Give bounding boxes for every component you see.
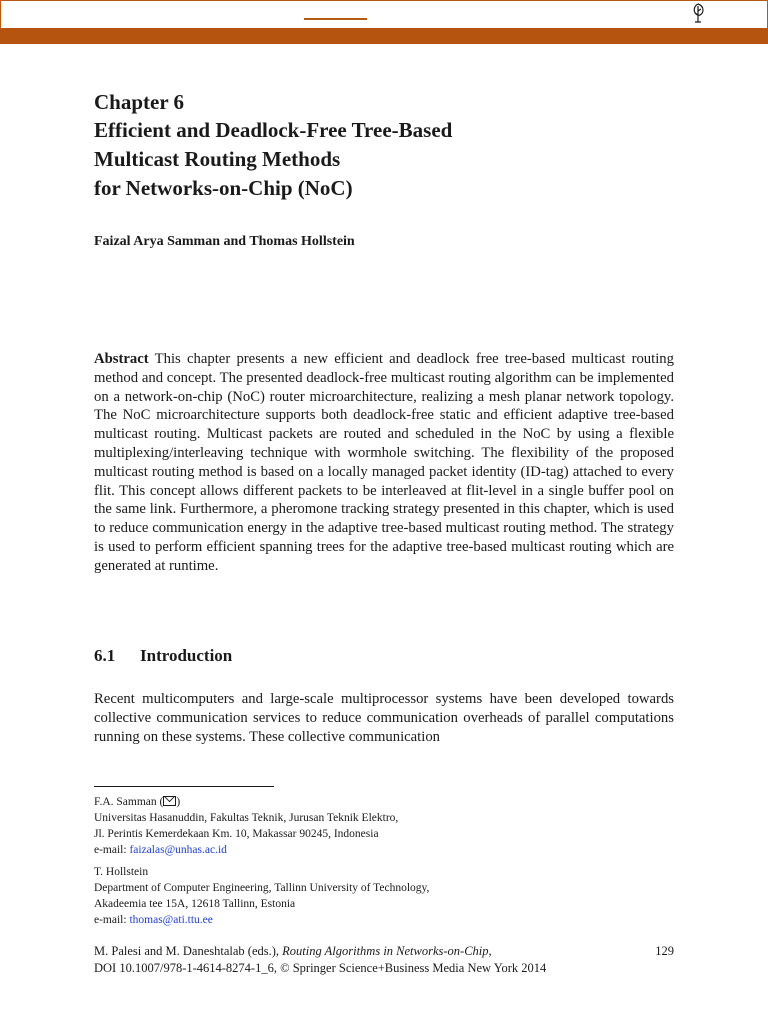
- section-title: Introduction: [140, 646, 233, 665]
- header-underline: [304, 18, 367, 20]
- affiliation-email: e-mail: thomas@ati.ttu.ee: [94, 914, 213, 926]
- affiliation-line: Universitas Hasanuddin, Fakultas Teknik, Jurusan Teknik Elektro,: [94, 812, 399, 824]
- header-frame-left: [0, 0, 1, 28]
- header-bar: [0, 28, 768, 44]
- affiliation-name: T. Hollstein: [94, 866, 149, 878]
- abstract-text: This chapter presents a new efficient and deadlock free tree-based multicast routing method and concept. The presented deadlock-free multicast routing algorithm can be implemented on a network-on-chip (NoC) router microarchitecture, realizing a mesh planar network topology. The NoC microarchitecture supports both deadlock-free static and efficient adaptive tree-based multicast routing. Multicast packets are routed and scheduled in the NoC by using a flexible multiplexing/interleaving technique with wormhole switching. The flexibility of the proposed multicast routing method is based on a locally managed packet identity (ID-tag) attached to every flit. This concept allows different packets to be interleaved at flit-level in a single buffer pool on the same link. Furthermore, a pheromone tracking strategy presented in this chapter, which is used to reduce communication energy in the adaptive tree-based multicast routing method. The strategy is used to perform efficient spanning trees for the adaptive tree-based multicast routing which are generated at runtime.: [94, 351, 674, 574]
- leaf-icon: [690, 2, 706, 24]
- affiliation-email: e-mail: faizalas@unhas.ac.id: [94, 844, 227, 856]
- section-heading: [94, 646, 232, 666]
- affiliation-hollstein: [94, 864, 694, 928]
- email-link[interactable]: thomas@ati.ttu.ee: [129, 914, 213, 926]
- section-body: Recent multicomputers and large-scale multiprocessor systems have been developed towards collective communication services to reduce communication overheads of parallel computations running on these systems. These collective communication: [94, 691, 674, 745]
- section-number: 6.1: [94, 646, 116, 665]
- doi-line: DOI 10.1007/978-1-4614-8274-1_6, © Springer Science+Business Media New York 2014: [94, 961, 547, 975]
- affiliation-line: Akadeemia tee 15A, 12618 Tallinn, Estonia: [94, 898, 296, 910]
- chapter-label: Chapter 6: [94, 90, 185, 114]
- affiliation-name: F.A. Samman ( ): [94, 796, 181, 808]
- chapter-title-line: Multicast Routing Methods: [94, 147, 341, 171]
- header-frame-top: [0, 0, 768, 1]
- citation-footer: [94, 943, 674, 977]
- abstract: [94, 350, 674, 576]
- abstract-label: Abstract: [94, 351, 149, 367]
- book-title: Routing Algorithms in Networks-on-Chip: [282, 944, 489, 958]
- footnote-rule: [94, 786, 274, 787]
- page-number: 129: [655, 944, 674, 958]
- email-link[interactable]: faizalas@unhas.ac.id: [129, 844, 227, 856]
- affiliation-samman: [94, 794, 694, 858]
- envelope-icon: [163, 796, 176, 806]
- citation-editors: M. Palesi and M. Daneshtalab (eds.), Routing Algorithms in Networks-on-Chip,: [94, 944, 492, 958]
- chapter-title-line: Efficient and Deadlock-Free Tree-Based: [94, 118, 453, 142]
- author-list: Faizal Arya Samman and Thomas Hollstein: [94, 234, 355, 249]
- chapter-title-line: for Networks-on-Chip (NoC): [94, 176, 353, 200]
- affiliation-line: Jl. Perintis Kemerdekaan Km. 10, Makassar 90245, Indonesia: [94, 828, 379, 840]
- chapter-title: [94, 116, 654, 203]
- affiliation-line: Department of Computer Engineering, Tallinn University of Technology,: [94, 882, 430, 894]
